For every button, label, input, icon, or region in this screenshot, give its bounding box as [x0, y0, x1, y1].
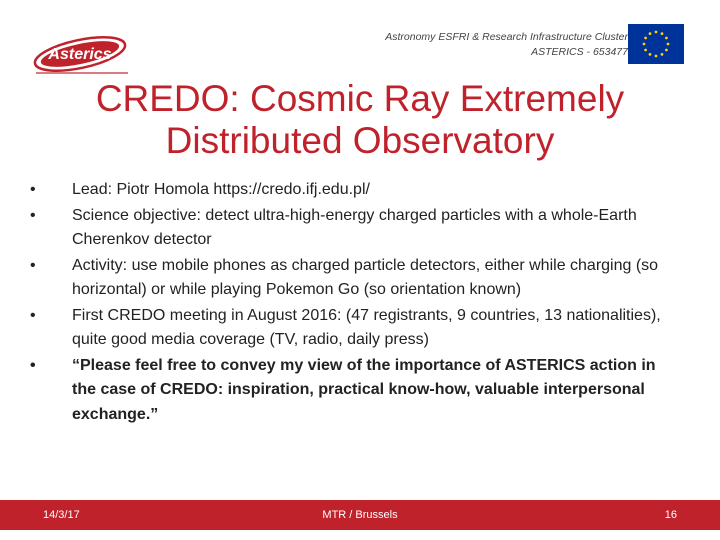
eu-star-icon [661, 32, 664, 35]
eu-star-icon [661, 53, 664, 56]
title-line-1: CREDO: Cosmic Ray Extremely [95, 78, 625, 119]
eu-flag-icon [628, 24, 684, 64]
bullet-item [30, 254, 680, 303]
footer-date: 14/3/17 [43, 509, 80, 521]
asterics-logo [28, 30, 138, 80]
header-line-1: Astronomy ESFRI & Research Infrastructure Cluster [385, 31, 628, 43]
footer-bar [0, 500, 720, 530]
logo-wordmark: Asterics [48, 46, 112, 63]
bullet-item [30, 304, 680, 353]
bullet-item [30, 354, 680, 428]
title-line-2: Distributed Observatory [165, 120, 555, 161]
bullet-science-objective: Science objective: detect ultra-high-energy charged particles with a whole-Earth Cherenkov detector [72, 206, 637, 248]
bullet-list [30, 178, 680, 428]
bullet-item [30, 204, 680, 253]
eu-star-icon [655, 31, 658, 34]
eu-star-icon [643, 43, 646, 46]
bullet-marker: • [30, 306, 36, 324]
footer-center-text: MTR / Brussels [322, 509, 398, 521]
eu-star-icon [649, 32, 652, 35]
bullet-marker: • [30, 356, 36, 374]
eu-star-icon [644, 49, 647, 52]
eu-star-icon [665, 49, 668, 52]
header-text [385, 30, 628, 60]
bullet-item [30, 178, 680, 203]
bullet-marker: • [30, 181, 36, 198]
bullet-marker: • [30, 206, 36, 224]
header-line-2: ASTERICS - 653477 [531, 46, 628, 58]
bullet-lead: Lead: Piotr Homola https://credo.ifj.edu.pl/ [72, 181, 370, 198]
bullet-first-meeting: First CREDO meeting in August 2016: (47 registrants, 9 countries, 13 nationalities), quite good media coverage (TV, radio, daily press) [72, 306, 661, 348]
eu-star-icon [644, 37, 647, 40]
page-number: 16 [664, 509, 677, 521]
bullet-activity: Activity: use mobile phones as charged particle detectors, either while charging (so horizontal) or while playing Pokemon Go (so orientation known) [72, 256, 659, 298]
bullet-marker: • [30, 256, 36, 274]
slide-title [60, 78, 660, 162]
eu-star-icon [667, 43, 670, 46]
bullet-quote: “Please feel free to convey my view of the importance of ASTERICS action in the case of CREDO: inspiration, practical know-how, valuable interpersonal exchange.” [72, 356, 656, 423]
eu-star-icon [649, 53, 652, 56]
eu-star-icon [665, 37, 668, 40]
eu-star-icon [655, 55, 658, 58]
